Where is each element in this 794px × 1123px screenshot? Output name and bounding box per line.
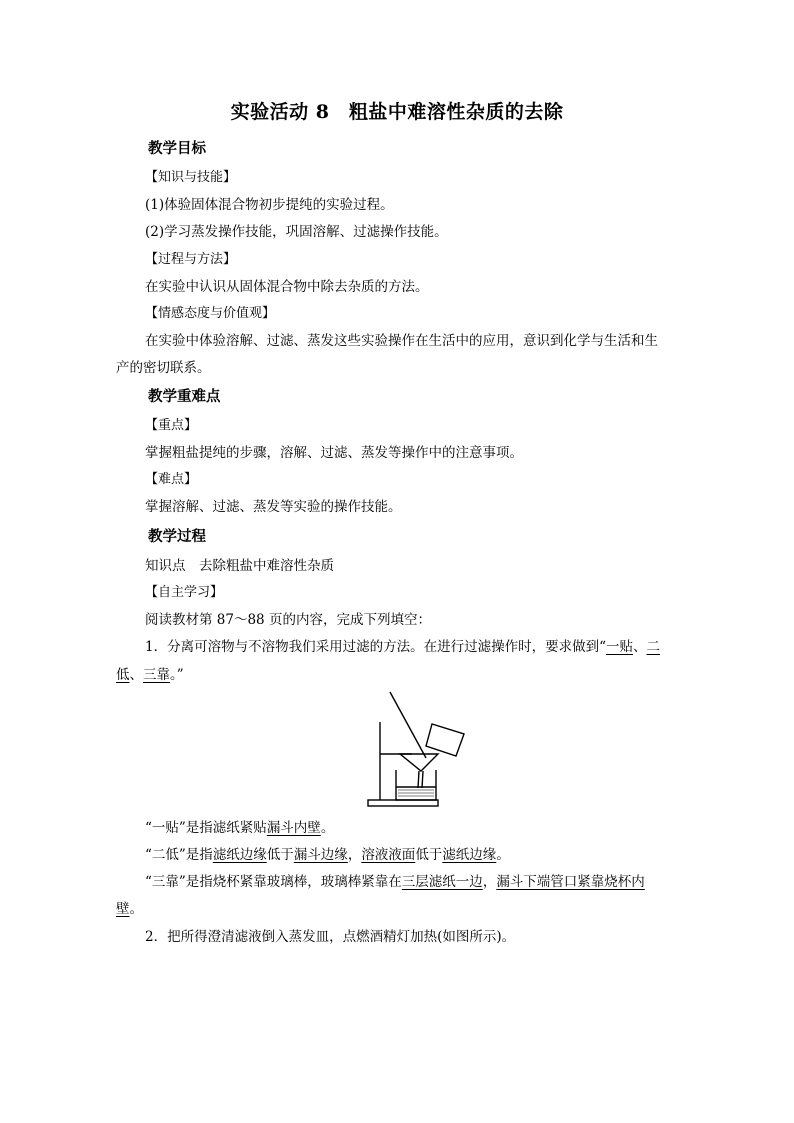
- section-teaching-goals: 教学目标: [148, 140, 206, 157]
- yitie-explanation: [145, 819, 334, 837]
- answer-liquid-level: 溶液液面: [361, 847, 416, 863]
- answer-triple-layer-side: 三层滤纸一边: [401, 874, 483, 890]
- filtration-apparatus-figure: [360, 688, 470, 810]
- funnel: [400, 754, 438, 771]
- section-key-difficult: 教学重难点: [148, 388, 221, 405]
- process-item: 在实验中认识从固体混合物中除去杂质的方法。: [145, 279, 429, 295]
- answer-funnel-tip-part-1: 漏斗下端管口紧靠烧杯内: [496, 874, 645, 890]
- process-methods-heading: 【过程与方法】: [145, 252, 237, 267]
- glass-rod: [390, 692, 426, 758]
- erdi-text: “二低”是指: [145, 847, 213, 863]
- erdi-end: 。: [496, 847, 510, 863]
- sankao-end: 。: [129, 901, 143, 917]
- difficult-points-item: 掌握溶解、过滤、蒸发等实验的操作技能。: [145, 499, 402, 515]
- page-title: 实验活动 8 粗盐中难溶性杂质的去除: [230, 101, 564, 123]
- answer-funnel-edge: 漏斗边缘: [293, 847, 348, 863]
- erdi-explanation: [145, 846, 510, 864]
- funnel-stem-left: [418, 771, 419, 788]
- answer-yitie: 一贴: [606, 639, 633, 655]
- answer-filter-paper-edge: 滤纸边缘: [212, 847, 267, 863]
- knowledge-item-2: (2)学习蒸发操作技能，巩固溶解、过滤操作技能。: [145, 224, 448, 240]
- knowledge-item-1: (1)体验固体混合物初步提纯的实验过程。: [145, 197, 394, 213]
- emotion-values-heading: 【情感态度与价值观】: [145, 306, 276, 321]
- question-1-line-1: [145, 638, 660, 656]
- erdi-text: 低于: [266, 847, 294, 863]
- separator: 、: [633, 639, 647, 655]
- answer-erdi-part-2: 低: [116, 667, 130, 683]
- section-teaching-process: 教学过程: [148, 528, 206, 545]
- key-points-heading: 【重点】: [145, 418, 198, 433]
- answer-funnel-inner-wall: 漏斗内壁: [266, 820, 321, 836]
- yitie-end: 。: [320, 820, 335, 836]
- receiving-beaker: [396, 770, 436, 800]
- knowledge-point-title: 知识点 去除粗盐中难溶性杂质: [145, 558, 334, 574]
- reading-instruction: 阅读教材第 87～88 页的内容，完成下列填空：: [145, 612, 431, 628]
- answer-sankao: 三靠: [143, 667, 170, 683]
- question-2: 2．把所得澄清滤液倒入蒸发皿，点燃酒精灯加热(如图所示)。: [145, 929, 516, 945]
- answer-erdi-part-1: 二: [646, 639, 660, 655]
- separator: 、: [129, 667, 143, 683]
- sankao-explanation-line-2: [116, 900, 143, 918]
- filtrate-liquid: [398, 790, 434, 796]
- yitie-text: “一贴”是指滤纸紧贴: [145, 820, 267, 836]
- erdi-text: 低于: [415, 847, 443, 863]
- sankao-explanation-line-1: [145, 873, 645, 891]
- sankao-text: ，: [482, 874, 497, 890]
- sankao-text: “三靠”是指烧杯紧靠玻璃棒，玻璃棒紧靠在: [145, 874, 402, 890]
- erdi-text: ，: [347, 847, 362, 863]
- key-points-item: 掌握粗盐提纯的步骤，溶解、过滤、蒸发等操作中的注意事项。: [145, 445, 523, 461]
- pouring-beaker: [426, 724, 464, 756]
- question-1-text: 1．分离可溶物与不溶物我们采用过滤的方法。在进行过滤操作时，要求做到“: [145, 639, 606, 655]
- self-study-heading: 【自主学习】: [145, 585, 224, 600]
- answer-filter-paper-edge-2: 滤纸边缘: [442, 847, 497, 863]
- knowledge-skills-heading: 【知识与技能】: [145, 170, 237, 185]
- emotion-item-line-2: 产的密切联系。: [116, 360, 211, 376]
- question-1-end: 。”: [170, 667, 184, 683]
- funnel-stem-right: [422, 771, 423, 788]
- difficult-points-heading: 【难点】: [145, 472, 198, 487]
- answer-funnel-tip-part-2: 壁: [116, 901, 130, 917]
- emotion-item-line-1: 在实验中体验溶解、过滤、蒸发这些实验操作在生活中的应用，意识到化学与生活和生: [145, 333, 658, 349]
- stand-base: [368, 800, 438, 806]
- question-1-line-2: [116, 666, 184, 684]
